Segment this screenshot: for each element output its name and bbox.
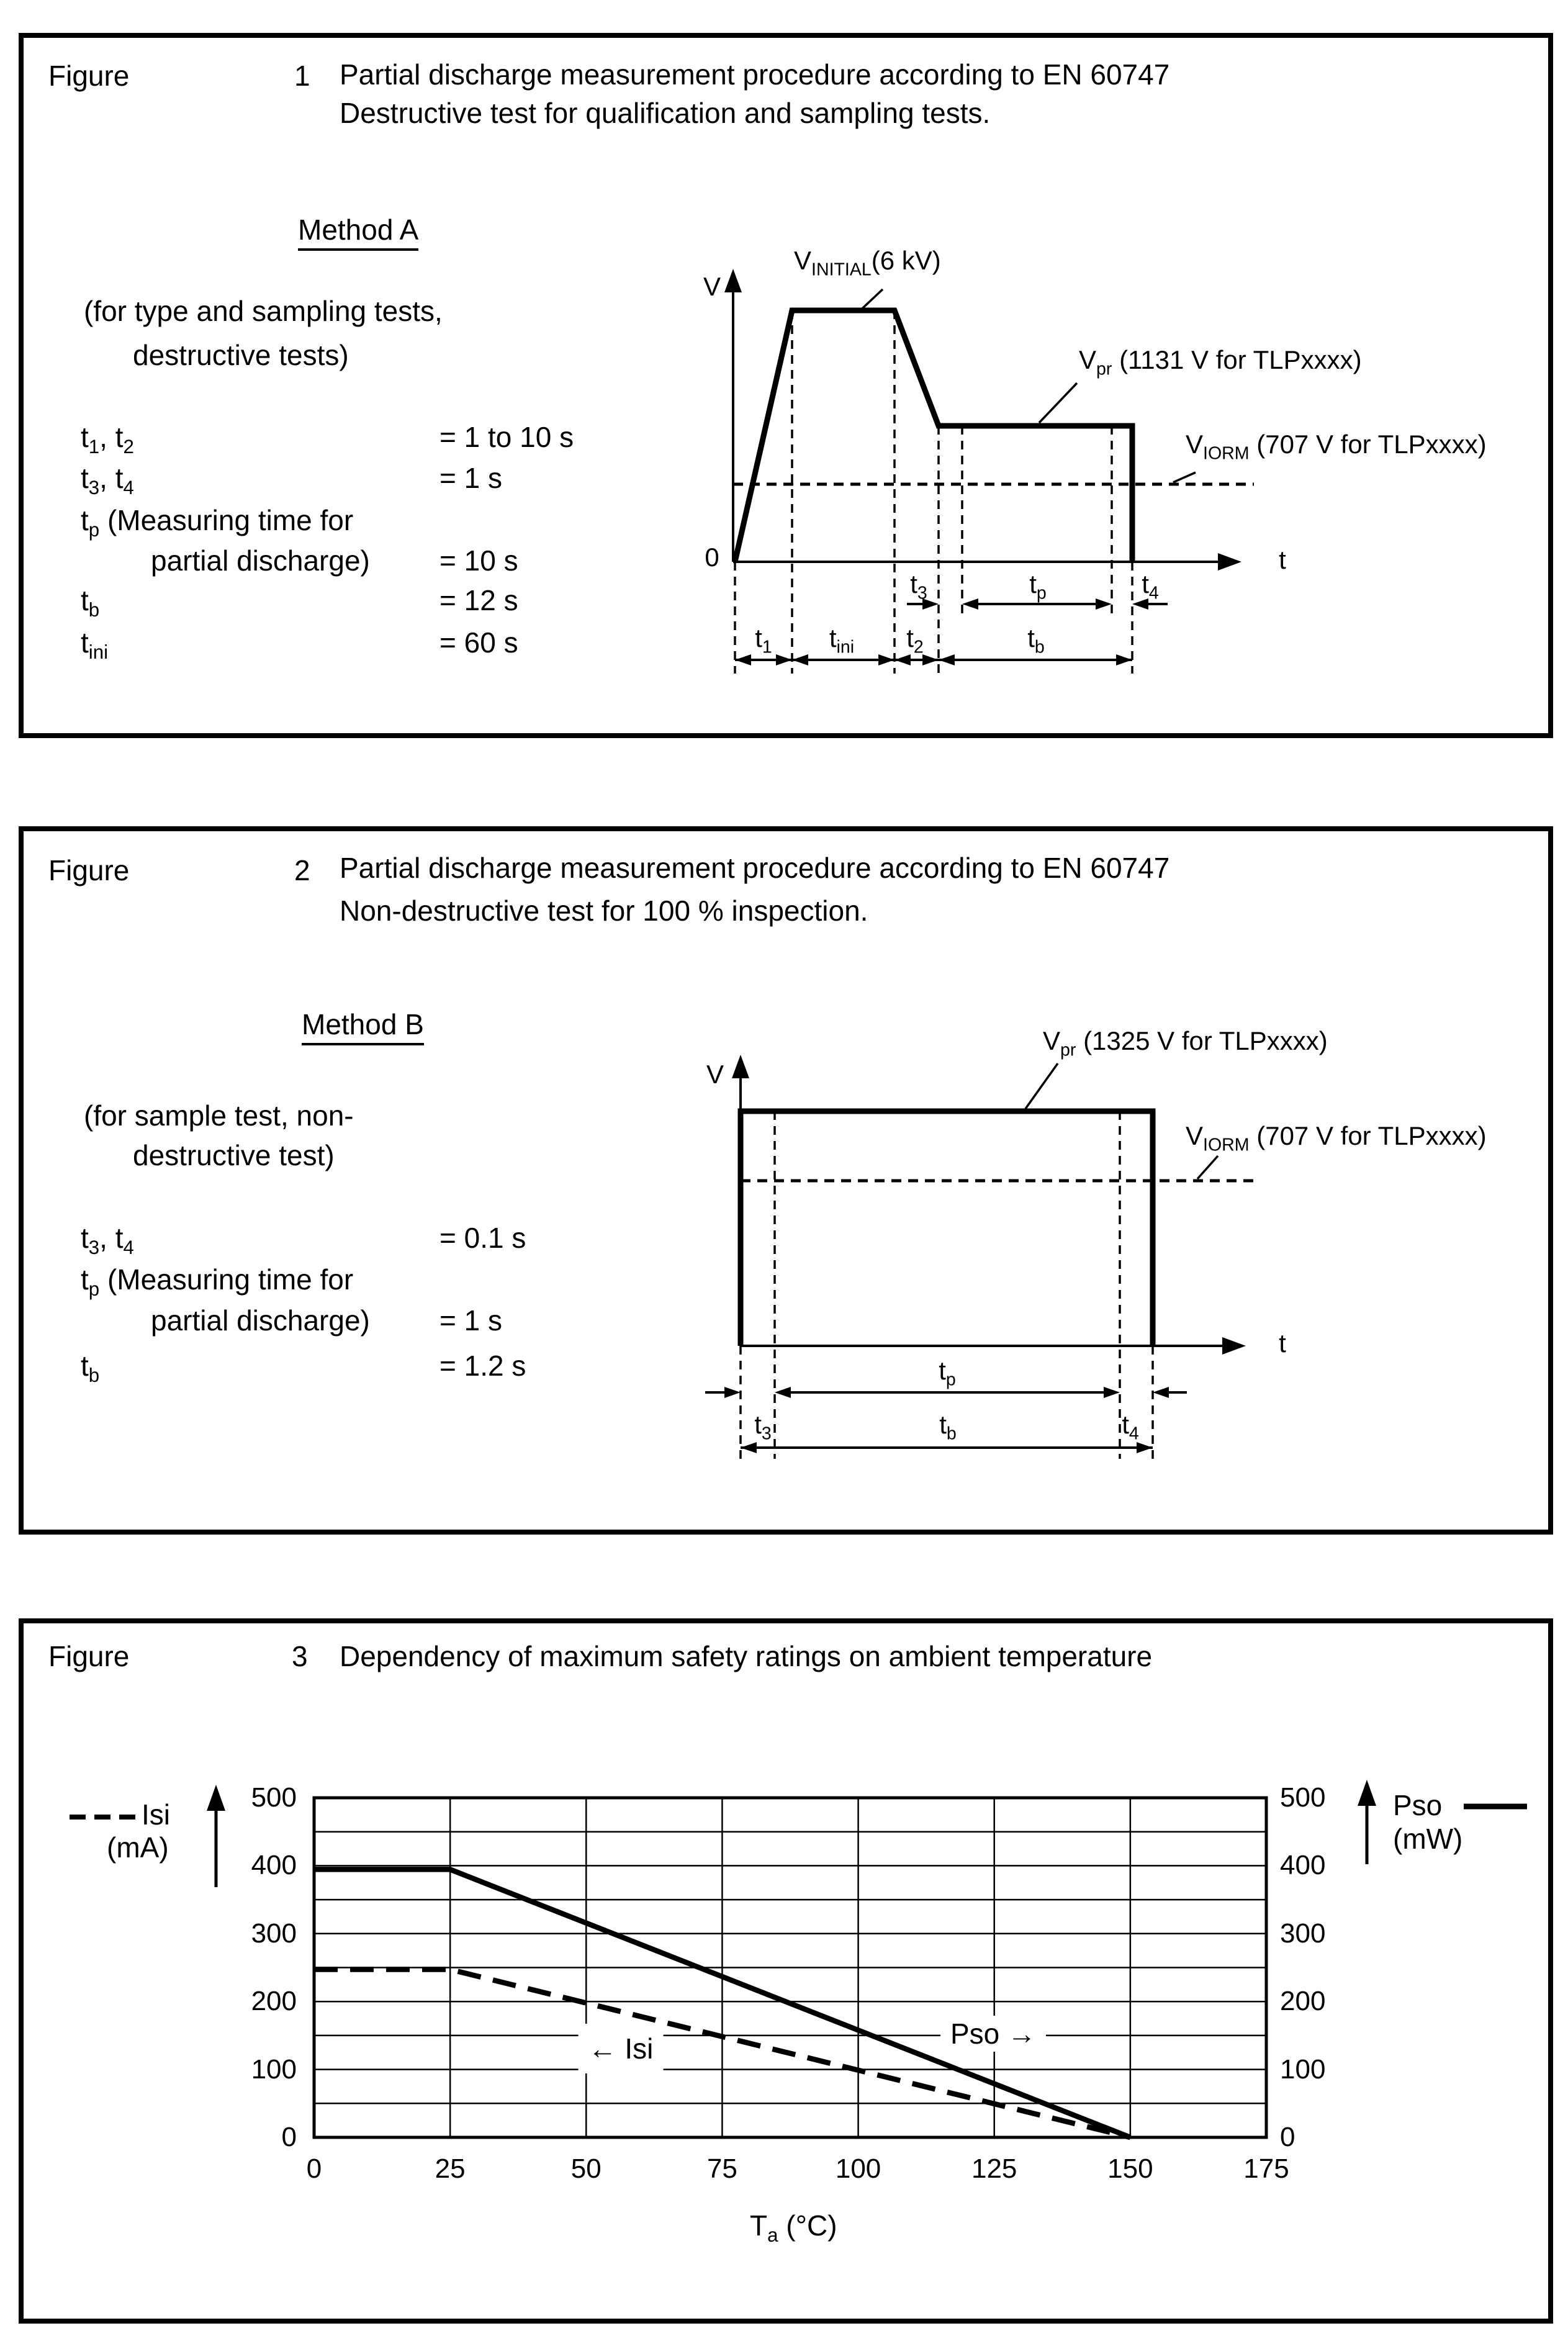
fig1-dim-tp-label: $t_p$ xyxy=(1029,569,1047,603)
isi-axis-up-arrowhead-icon xyxy=(207,1785,225,1811)
fig1-method-heading xyxy=(298,213,418,246)
fig1-note-line1: (for type and sampling tests, xyxy=(84,295,443,327)
fig1-v-axis-label: V xyxy=(703,272,721,301)
fig1-figure-label: Figure xyxy=(48,60,130,92)
fig3-figure-label: Figure xyxy=(48,1640,130,1672)
fig3-figure-number: 3 xyxy=(292,1640,308,1672)
fig1-dashed-guides xyxy=(735,310,1132,674)
fig2-t-axis-arrow-icon xyxy=(1222,1337,1246,1355)
fig3-ytick-right: 300 xyxy=(1280,1918,1326,1949)
fig2-diagram xyxy=(705,1055,1254,1459)
fig1-param-name: $t_3$, $t_4$ xyxy=(81,462,134,499)
fig1-param-value: = 1 to 10 s xyxy=(439,421,574,453)
fig3-ytick-right: 100 xyxy=(1280,2054,1326,2085)
fig3-xtick: 150 xyxy=(1107,2153,1153,2184)
fig3-xtick: 25 xyxy=(435,2153,466,2184)
fig2-param-value: = 1 s xyxy=(439,1304,503,1337)
fig1-title-line2: Destructive test for qualification and sampling tests. xyxy=(340,97,991,129)
fig1-dim-tini-label: $t_{ini}$ xyxy=(829,623,855,657)
fig1-v-axis-arrow-icon xyxy=(724,269,742,292)
fig1-note-line2: destructive tests) xyxy=(133,339,349,371)
fig1-param-name-cont: partial discharge) xyxy=(151,544,370,577)
fig1-method-text: Method A xyxy=(298,214,418,251)
fig2-title-line1: Partial discharge measurement procedure according to EN 60747 xyxy=(340,852,1170,884)
fig1-figure-number: 1 xyxy=(294,60,310,92)
fig3-ytick-left: 100 xyxy=(251,2054,297,2085)
fig3-xtick: 0 xyxy=(306,2153,322,2184)
fig3-ytick-left: 200 xyxy=(251,1986,297,2017)
fig2-v-axis-arrow-icon xyxy=(732,1055,749,1078)
fig2-title-line2: Non-destructive test for 100 % inspection. xyxy=(340,895,868,927)
fig2-note-line1: (for sample test, non- xyxy=(84,1099,354,1132)
fig2-method-text: Method B xyxy=(302,1008,424,1045)
fig1-param-value: = 10 s xyxy=(439,544,518,577)
fig3-ytick-left: 300 xyxy=(251,1918,297,1949)
fig1-origin-label: 0 xyxy=(705,543,719,572)
fig2-dim-tb-label: $t_b$ xyxy=(939,1410,957,1444)
fig3-ytick-left: 0 xyxy=(281,2122,297,2152)
fig2-dim-t4-label: $t_4$ xyxy=(1122,1410,1139,1444)
fig2-note-line2: destructive test) xyxy=(133,1139,335,1171)
fig1-dim-t3-label: $t_3$ xyxy=(910,569,927,603)
fig2-dim-t3-label: $t_3$ xyxy=(754,1410,772,1444)
fig1-vpr-label: $V_{pr}$ (1131 V for TLPxxxx) xyxy=(1079,345,1362,379)
fig2-v-axis-label: V xyxy=(706,1060,724,1089)
fig3-xtick: 50 xyxy=(570,2153,602,2184)
fig1-dim-t1-label: $t_1$ xyxy=(755,623,772,657)
fig1-title-line1: Partial discharge measurement procedure according to EN 60747 xyxy=(340,58,1170,91)
fig1-param-name: $t_1$, $t_2$ xyxy=(81,421,134,458)
fig2-waveform xyxy=(741,1111,1153,1346)
fig3-ytick-right: 400 xyxy=(1280,1850,1326,1881)
fig3-ytick-right: 500 xyxy=(1280,1782,1326,1813)
fig1-param-value: = 60 s xyxy=(439,626,518,659)
fig1-dim-t4-label: $t_4$ xyxy=(1142,569,1159,603)
fig3-ytick-right: 200 xyxy=(1280,1986,1326,2017)
fig2-t-axis-label: t xyxy=(1279,1328,1286,1358)
fig3-annotation-isi: ← Isi xyxy=(579,2024,664,2073)
fig2-dim-tp-label: $t_p$ xyxy=(939,1356,956,1390)
fig3-legend-pso-name: Pso xyxy=(1393,1789,1443,1821)
fig3-annotation-pso: Pso → xyxy=(940,2016,1046,2052)
fig3-legend-isi-unit: (mA) xyxy=(107,1831,169,1864)
pso-axis-up-arrowhead-icon xyxy=(1358,1780,1376,1806)
fig1-param-name: $t_b$ xyxy=(81,584,100,621)
fig3-chart-geometry xyxy=(314,1798,1266,2137)
fig3-xtick: 75 xyxy=(706,2153,737,2184)
fig1-diagram xyxy=(724,269,1254,674)
fig3-legend-isi-name: Isi xyxy=(142,1798,170,1831)
fig2-figure-label: Figure xyxy=(48,854,130,886)
fig1-callouts xyxy=(862,289,1196,482)
fig3-ytick-left: 500 xyxy=(251,1782,297,1813)
fig3-ytick-right: 0 xyxy=(1280,2122,1295,2152)
fig1-t-axis-label: t xyxy=(1279,545,1286,574)
fig2-param-name: $t_b$ xyxy=(81,1350,100,1387)
fig1-param-value: = 12 s xyxy=(439,584,518,616)
fig1-dim-t2-label: $t_2$ xyxy=(906,623,924,657)
fig2-figure-number: 2 xyxy=(294,854,310,886)
fig3-xtick: 125 xyxy=(971,2153,1017,2184)
fig2-viorm-label: $V_{IORM}$ (707 V for TLPxxxx) xyxy=(1186,1121,1487,1155)
fig2-vpr-label: $V_{pr}$ (1325 V for TLPxxxx) xyxy=(1043,1026,1328,1060)
fig2-method-heading xyxy=(302,1008,424,1041)
fig3-x-axis-title: $T_a$ (°C) xyxy=(750,2209,837,2247)
fig1-vinitial-label: $V_{INITIAL}(6$ kV) xyxy=(794,246,941,280)
fig1-param-name: $t_p$ (Measuring time for xyxy=(81,504,354,541)
fig1-viorm-label: $V_{IORM}$ (707 V for TLPxxxx) xyxy=(1186,430,1487,464)
fig2-param-name: $t_3$, $t_4$ xyxy=(81,1222,134,1259)
fig2-dashed-guides xyxy=(741,1111,1153,1459)
fig3-xtick: 175 xyxy=(1243,2153,1289,2184)
fig3-ytick-left: 400 xyxy=(251,1850,297,1881)
fig2-param-value: = 0.1 s xyxy=(439,1222,526,1254)
fig1-t-axis-arrow-icon xyxy=(1218,553,1241,570)
fig1-dim-tb-label: $t_b$ xyxy=(1027,623,1045,657)
fig2-param-name-cont: partial discharge) xyxy=(151,1304,370,1337)
fig3-title: Dependency of maximum safety ratings on ambient temperature xyxy=(340,1640,1153,1672)
fig3-xtick: 100 xyxy=(835,2153,881,2184)
fig1-waveform xyxy=(735,310,1132,562)
fig1-param-name: $t_{ini}$ xyxy=(81,626,109,664)
fig1-param-value: = 1 s xyxy=(439,462,503,494)
fig3-legend-pso-unit: (mW) xyxy=(1393,1823,1463,1855)
fig2-param-value: = 1.2 s xyxy=(439,1350,526,1382)
fig2-param-name: $t_p$ (Measuring time for xyxy=(81,1263,354,1301)
